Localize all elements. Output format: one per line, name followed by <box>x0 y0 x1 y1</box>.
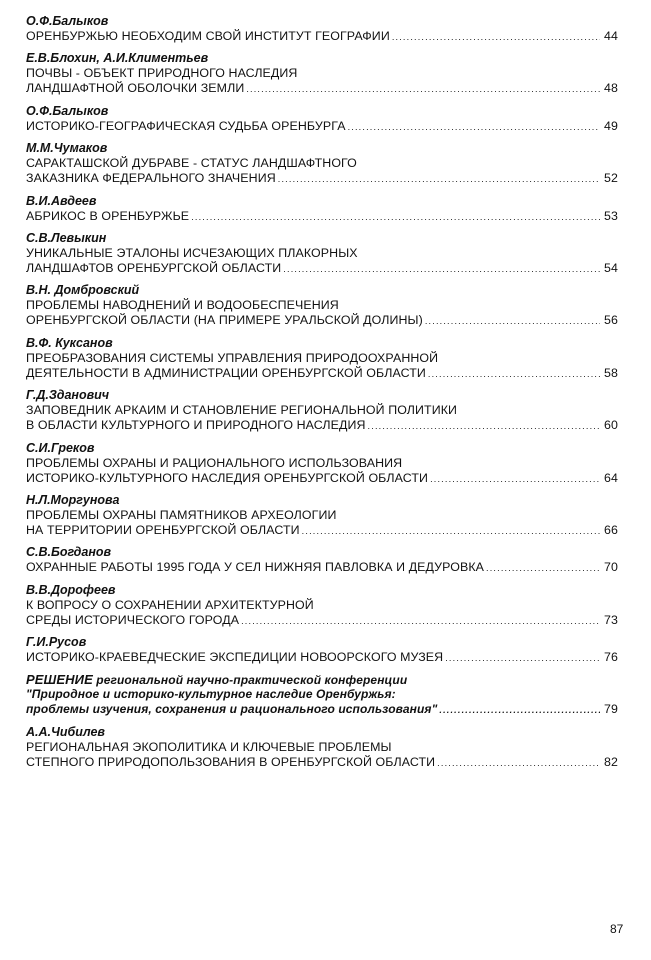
entry-title-line: ПОЧВЫ - ОБЪЕКТ ПРИРОДНОГО НАСЛЕДИЯ <box>26 66 298 81</box>
dot-leader <box>392 30 600 44</box>
entry-title-line-last <box>26 471 618 486</box>
entry-title-line: САРАКТАШСКОЙ ДУБРАВЕ - СТАТУС ЛАНДШАФТНОГО <box>26 156 357 171</box>
entry-title-line: К ВОПРОСУ О СОХРАНЕНИИ АРХИТЕКТУРНОЙ <box>26 597 314 612</box>
dot-leader <box>278 172 600 186</box>
dot-leader <box>191 210 600 224</box>
page-number: 66 <box>604 522 618 537</box>
entry-author: О.Ф.Балыков <box>26 103 109 118</box>
toc-entry-final <box>26 725 618 770</box>
entry-author: С.В.Левыкин <box>26 230 107 245</box>
dot-leader <box>246 82 600 96</box>
entry-title-text: ИСТОРИКО-КРАЕВЕДЧЕСКИЕ ЭКСПЕДИЦИИ НОВООРСКОГО МУЗЕЯ <box>26 650 444 665</box>
table-of-contents <box>26 14 618 777</box>
page-number: 70 <box>604 560 618 575</box>
dot-leader <box>439 703 600 717</box>
entry-title-line: УНИКАЛЬНЫЕ ЭТАЛОНЫ ИСЧЕЗАЮЩИХ ПЛАКОРНЫХ <box>26 245 358 260</box>
entry-author: В.И.Авдеев <box>26 193 97 208</box>
entry-author: В.Ф. Куксанов <box>26 335 113 350</box>
toc-entry <box>26 545 618 575</box>
entry-title-line-last <box>26 366 618 381</box>
toc-entry <box>26 231 618 276</box>
entry-title-text: ОРЕНБУРГСКОЙ ОБЛАСТИ (НА ПРИМЕРЕ УРАЛЬСКОЙ ДОЛИНЫ) <box>26 313 423 328</box>
entry-title-line-last <box>26 81 618 96</box>
entry-title-line: ПРОБЛЕМЫ НАВОДНЕНИЙ И ВОДООБЕСПЕЧЕНИЯ <box>26 298 339 313</box>
page-number: 64 <box>604 470 618 485</box>
toc-entry <box>26 14 618 44</box>
entry-author: Н.Л.Моргунова <box>26 492 120 507</box>
entry-title-line-last <box>26 313 618 328</box>
dot-leader <box>437 756 600 770</box>
resolution-line-1 <box>26 672 618 687</box>
dot-leader <box>430 472 600 486</box>
entry-author: Г.Д.Зданович <box>26 388 110 403</box>
entry-title-line-last <box>26 209 618 224</box>
toc-entry <box>26 194 618 224</box>
toc-entry <box>26 493 618 538</box>
entry-title-line-last <box>26 171 618 186</box>
page-number: 44 <box>604 29 618 43</box>
toc-entry <box>26 283 618 328</box>
resolution-line-3 <box>26 702 618 717</box>
page-number: 53 <box>604 208 618 223</box>
entry-title-line-last <box>26 650 618 665</box>
dot-leader <box>428 367 600 381</box>
entry-title-text: ДЕЯТЕЛЬНОСТИ В АДМИНИСТРАЦИИ ОРЕНБУРГСКОЙ ОБЛАСТИ <box>26 365 426 380</box>
dot-leader <box>425 314 600 328</box>
entry-title-text: ИСТОРИКО-КУЛЬТУРНОГО НАСЛЕДИЯ ОРЕНБУРГСКОЙ ОБЛАСТИ <box>26 470 429 485</box>
page-number: 48 <box>604 81 618 96</box>
entry-title-line-last <box>26 261 618 276</box>
page-number: 79 <box>604 702 618 717</box>
dot-leader <box>445 651 600 665</box>
entry-title-line: ПРЕОБРАЗОВАНИЯ СИСТЕМЫ УПРАВЛЕНИЯ ПРИРОДООХРАННОЙ <box>26 350 439 365</box>
entry-author: Г.И.Русов <box>26 635 87 650</box>
entry-title-line: РЕГИОНАЛЬНАЯ ЭКОПОЛИТИКА И КЛЮЧЕВЫЕ ПРОБЛЕМЫ <box>26 739 392 754</box>
entry-author: В.Н. Домбровский <box>26 283 140 298</box>
page-number: 52 <box>604 171 618 186</box>
toc-entry <box>26 104 618 134</box>
entry-title-line: ЗАПОВЕДНИК АРКАИМ И СТАНОВЛЕНИЕ РЕГИОНАЛЬНОЙ ПОЛИТИКИ <box>26 403 458 418</box>
entry-title-text: ОХРАННЫЕ РАБОТЫ 1995 ГОДА У СЕЛ НИЖНЯЯ ПАВЛОВКА И ДЕДУРОВКА <box>26 560 485 575</box>
entry-author: С.В.Богданов <box>26 545 112 560</box>
page-number: 49 <box>604 118 618 133</box>
toc-entry <box>26 635 618 665</box>
page-number: 54 <box>604 260 618 275</box>
page-number: 82 <box>604 754 618 769</box>
dot-leader <box>348 120 600 134</box>
toc-entry <box>26 51 618 96</box>
entry-title-text: ЛАНДШАФТНОЙ ОБОЛОЧКИ ЗЕМЛИ <box>26 81 245 96</box>
entry-title-line: ПРОБЛЕМЫ ОХРАНЫ ПАМЯТНИКОВ АРХЕОЛОГИИ <box>26 507 337 522</box>
entry-title-line-last <box>26 29 618 44</box>
entry-title-line-last <box>26 755 618 770</box>
resolution-line-3-text: проблемы изучения, сохранения и рационального использования" <box>26 702 438 717</box>
page-number: 76 <box>604 650 618 665</box>
entry-author: В.В.Дорофеев <box>26 582 116 597</box>
page-number: 58 <box>604 365 618 380</box>
page-number: 73 <box>604 612 618 627</box>
dot-leader <box>241 614 600 628</box>
toc-entries <box>26 14 618 665</box>
entry-title-line-last <box>26 613 618 628</box>
toc-entry <box>26 583 618 628</box>
entry-author: С.И.Греков <box>26 440 95 455</box>
resolution-line-2: "Природное и историко-культурное наследие Оренбуржья: <box>26 687 396 702</box>
entry-title-line-last <box>26 119 618 134</box>
toc-entry <box>26 441 618 486</box>
dot-leader <box>368 419 600 433</box>
page-number: 60 <box>604 418 618 433</box>
entry-author: А.А.Чибилев <box>26 724 105 739</box>
resolution-lead: РЕШЕНИЕ <box>26 672 93 688</box>
entry-title-text: СТЕПНОГО ПРИРОДОПОЛЬЗОВАНИЯ В ОРЕНБУРГСКОЙ ОБЛАСТИ <box>26 754 436 769</box>
entry-title-line-last <box>26 560 618 575</box>
entry-title-text: ОРЕНБУРЖЬЮ НЕОБХОДИМ СВОЙ ИНСТИТУТ ГЕОГРАФИИ <box>26 29 390 43</box>
resolution-line-1-rest: региональной научно-практической конференции <box>92 673 408 688</box>
entry-title-line-last <box>26 523 618 538</box>
dot-leader <box>486 561 600 575</box>
dot-leader <box>302 524 600 538</box>
entry-title-text: НА ТЕРРИТОРИИ ОРЕНБУРГСКОЙ ОБЛАСТИ <box>26 522 300 537</box>
entry-author: Е.В.Блохин, А.И.Климентьев <box>26 51 209 66</box>
toc-entry <box>26 336 618 381</box>
entry-title-line: ПРОБЛЕМЫ ОХРАНЫ И РАЦИОНАЛЬНОГО ИСПОЛЬЗОВАНИЯ <box>26 455 403 470</box>
entry-title-text: ЛАНДШАФТОВ ОРЕНБУРГСКОЙ ОБЛАСТИ <box>26 260 282 275</box>
entry-author: О.Ф.Балыков <box>26 14 109 28</box>
page-number: 56 <box>604 313 618 328</box>
toc-entry <box>26 141 618 186</box>
dot-leader <box>283 262 600 276</box>
entry-title-text: ИСТОРИКО-ГЕОГРАФИЧЕСКАЯ СУДЬБА ОРЕНБУРГА <box>26 118 346 133</box>
toc-entry-resolution <box>26 672 618 717</box>
entry-title-text: СРЕДЫ ИСТОРИЧЕСКОГО ГОРОДА <box>26 612 240 627</box>
page-folio: 87 <box>610 922 624 936</box>
entry-title-text: ЗАКАЗНИКА ФЕДЕРАЛЬНОГО ЗНАЧЕНИЯ <box>26 171 276 186</box>
entry-author: М.М.Чумаков <box>26 141 108 156</box>
entry-title-line-last <box>26 418 618 433</box>
entry-title-text: В ОБЛАСТИ КУЛЬТУРНОГО И ПРИРОДНОГО НАСЛЕДИЯ <box>26 418 366 433</box>
toc-entry <box>26 388 618 433</box>
entry-title-text: АБРИКОС В ОРЕНБУРЖЬЕ <box>26 208 190 223</box>
